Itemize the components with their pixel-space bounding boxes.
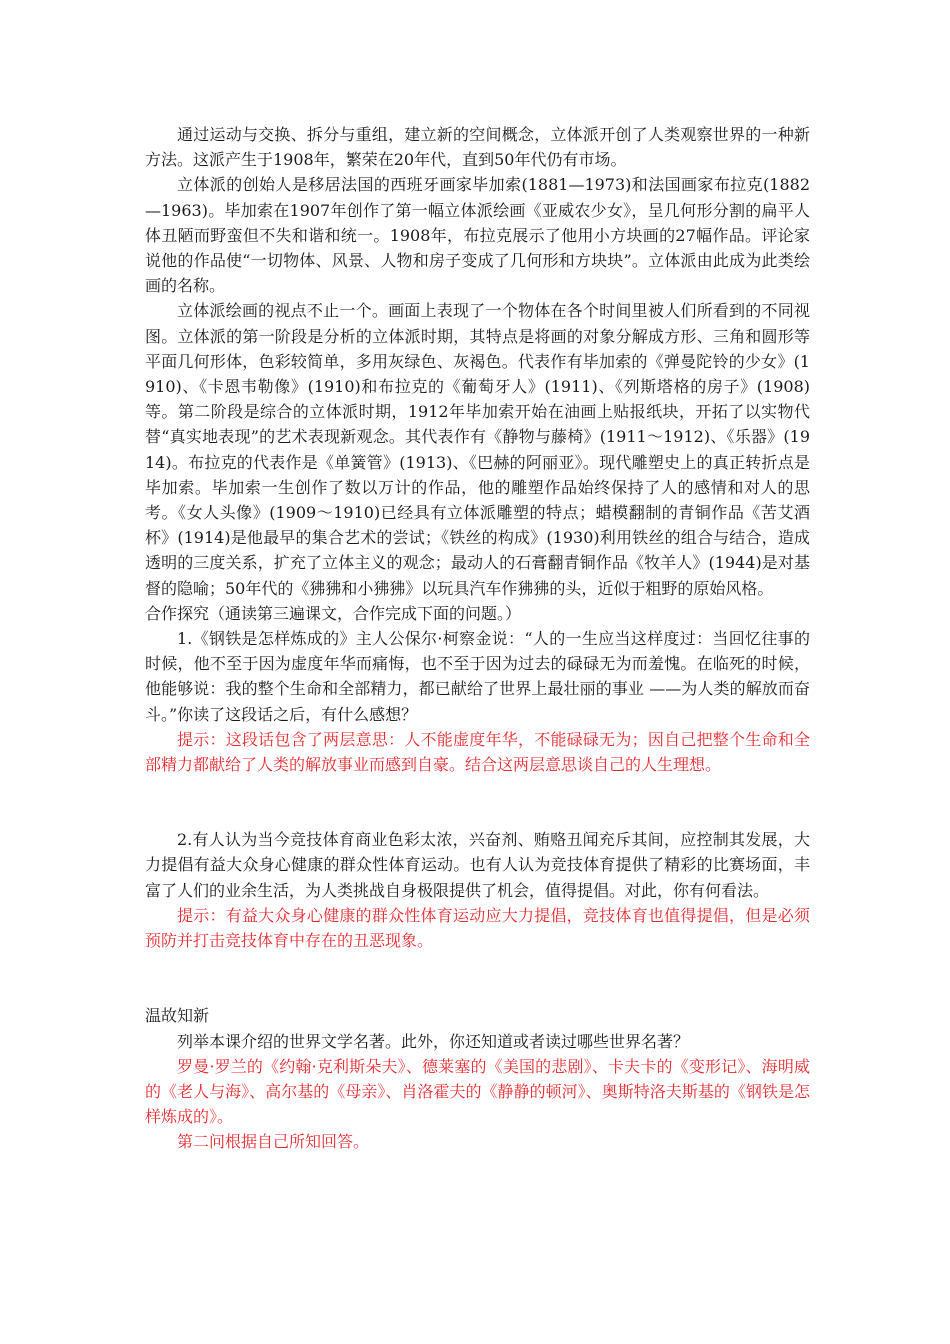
spacer	[145, 953, 810, 1003]
document-page	[145, 122, 810, 1155]
question-2: 2.有人认为当今竞技体育商业色彩太浓，兴奋剂、贿赂丑闻充斥其间，应控制其发展，大力提倡有益大众身心健康的群众性体育运动。也有人认为竞技体育提供了精彩的比赛场面，丰富了人们的业余生活，为人类挑战自身极限提供了机会，值得提倡。对此，你有何看法。	[145, 830, 810, 900]
section-heading-review: 温故知新	[145, 1006, 210, 1026]
section-heading-cooperation: 合作探究（通读第三遍课文，合作完成下面的问题。）	[145, 603, 522, 623]
hint-2: 提示：有益大众身心健康的群众性体育运动应大力提倡，竞技体育也值得提倡，但是必须预防并打击竞技体育中存在的丑恶现象。	[145, 905, 810, 951]
paragraph-intro: 通过运动与交换、拆分与重组，建立新的空间概念，立体派开创了人类观察世界的一种新方法。这派产生于1908年，繁荣在20年代，直到50年代仍有市场。	[145, 125, 810, 170]
hint-1: 提示：这段话包含了两层意思：人不能虚度年华，不能碌碌无为；因自己把整个生命和全部精力都献给了人类的解放事业而感到自豪。结合这两层意思谈自己的人生理想。	[145, 729, 810, 775]
review-answer: 罗曼·罗兰的《约翰·克利斯朵夫》、德莱塞的《美国的悲剧》、卡夫卡的《变形记》、海明威的《老人与海》、高尔基的《母亲》、肖洛霍夫的《静静的顿河》、奥斯特洛夫斯基的《钢铁是怎样炼成的》。	[145, 1056, 810, 1127]
review-question: 列举本课介绍的世界文学名著。此外，你还知道或者读过哪些世界名著？	[177, 1031, 690, 1051]
review-answer-2: 第二问根据自己所知回答。	[177, 1132, 370, 1152]
question-1: 1.《钢铁是怎样炼成的》主人公保尔·柯察金说：“人的一生应当这样度过：当回忆往事的时候，他不至于因为虚度年华而痛悔，也不至于因为过去的碌碌无为而羞愧。在临死的时候，他能够说：我的整个生命和全部精力，都已献给了世界上最壮丽的事业 ——为人类的解放而奋斗。”你读了这段话之后，有什么感想？	[145, 629, 810, 724]
spacer	[145, 777, 810, 827]
paragraph-stages: 立体派绘画的视点不止一个。画面上表现了一个物体在各个时间里被人们所看到的不同视图。立体派的第一阶段是分析的立体派时期，其特点是将画的对象分解成方形、三角和圆形等平面几何形体，色彩较简单，多用灰绿色、灰褐色。代表作有毕加索的《弹曼陀铃的少女》(1910)、《卡恩韦勒像》(1910)和布拉克的《葡萄牙人》(1911)、《列斯塔格的房子》(1908)等。第二阶段是综合的立体派时期，1912年毕加索开始在油画上贴报纸块，开拓了以实物代替“真实地表现”的艺术表现新观念。其代表作有《静物与藤椅》(1911～1912)、《乐器》(1914)。布拉克的代表作是《单簧管》(1913)、《巴赫的阿丽亚》。现代雕塑史上的真正转折点是毕加索。毕加索一生创作了数以万计的作品，他的雕塑作品始终保持了人的感情和对人的思考。《女人头像》(1909～1910)已经具有立体派雕塑的特点；蜡模翻制的青铜作品《苦艾酒杯》(1914)是他最早的集合艺术的尝试；《铁丝的构成》(1930)利用铁丝的组合与结合，造成透明的三度关系，扩充了立体主义的观念；最动人的石膏翻青铜作品《牧羊人》(1944)是对基督的隐喻；50年代的《狒狒和小狒狒》以玩具汽车作狒狒的头，近似于粗野的原始风格。	[145, 301, 810, 598]
paragraph-founders: 立体派的创始人是移居法国的西班牙画家毕加索(1881—1973)和法国画家布拉克(1882—1963)。毕加索在1907年创作了第一幅立体派绘画《亚威农少女》，呈几何形分割的扁平人体丑陋而野蛮但不失和谐和统一。1908年，布拉克展示了他用小方块画的27幅作品。评论家说他的作品使“一切物体、风景、人物和房子变成了几何形和方块块”。立体派由此成为此类绘画的名称。	[145, 175, 810, 296]
